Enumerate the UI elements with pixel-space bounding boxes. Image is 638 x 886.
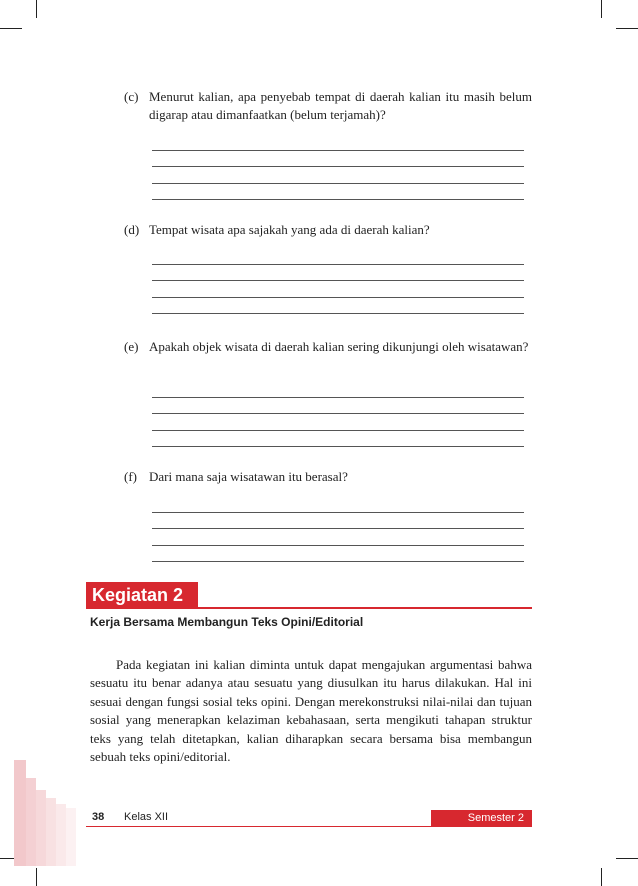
answer-line[interactable] — [152, 184, 524, 201]
answer-line[interactable] — [152, 265, 524, 282]
crop-mark — [0, 28, 22, 29]
question-label: (e) — [124, 339, 139, 354]
crop-mark — [616, 858, 638, 859]
question-text: Tempat wisata apa sajakah yang ada di daerah kalian? — [149, 222, 430, 237]
answer-line[interactable] — [152, 298, 524, 315]
answer-line[interactable] — [152, 529, 524, 546]
answer-line[interactable] — [152, 398, 524, 415]
question-label: (f) — [124, 469, 137, 484]
decorative-bar — [14, 760, 26, 866]
footer-rule — [86, 826, 532, 827]
answer-line[interactable] — [152, 134, 524, 151]
answer-lines-c[interactable] — [152, 134, 524, 200]
decorative-bar — [66, 808, 76, 866]
footer-semester: Semester 2 — [431, 810, 532, 826]
footer-class: Kelas XII — [124, 811, 169, 823]
answer-lines-e[interactable] — [152, 381, 524, 447]
answer-line[interactable] — [152, 167, 524, 184]
answer-line[interactable] — [152, 281, 524, 298]
decorative-bar — [36, 790, 46, 866]
answer-line[interactable] — [152, 151, 524, 168]
answer-line[interactable] — [152, 381, 524, 398]
page-number: 38 — [92, 811, 105, 823]
answer-line[interactable] — [152, 431, 524, 448]
crop-mark — [601, 868, 602, 886]
decorative-bar — [56, 804, 66, 866]
crop-mark — [616, 28, 638, 29]
crop-mark — [36, 0, 37, 18]
answer-line[interactable] — [152, 496, 524, 513]
answer-line[interactable] — [152, 513, 524, 530]
question-label: (d) — [124, 222, 140, 237]
answer-lines-f[interactable] — [152, 496, 524, 562]
question-text: Dari mana saja wisatawan itu berasal? — [149, 469, 348, 484]
question-d — [124, 221, 532, 239]
question-text: Apakah objek wisata di daerah kalian sering dikunjungi oleh wisatawan? — [149, 339, 529, 354]
answer-line[interactable] — [152, 414, 524, 431]
question-c — [124, 88, 532, 124]
activity-subtitle: Kerja Bersama Membangun Teks Opini/Editorial — [90, 615, 364, 629]
activity-paragraph: Pada kegiatan ini kalian diminta untuk dapat mengajukan argumentasi bahwa sesuatu itu benar adanya atau sesuatu yang diusulkan itu harus dilakukan. Hal ini sesuai dengan fungsi sosial teks opini. Dengan merekonstruksi nilai-nilai dan tujuan sosial yang menerapkan kelaziman kebahasaan, serta mengikuti tahapan struktur teks yang telah ditetapkan, kalian diharapkan secara bersama bisa membangun sebuah teks opini/editorial. — [90, 657, 532, 765]
question-f — [124, 468, 532, 486]
crop-mark — [36, 868, 37, 886]
decorative-bar — [26, 778, 36, 866]
title-rule — [86, 607, 532, 609]
answer-lines-d[interactable] — [152, 248, 524, 314]
answer-line[interactable] — [152, 248, 524, 265]
question-label: (c) — [124, 89, 139, 104]
question-e — [124, 338, 532, 356]
crop-mark — [601, 0, 602, 18]
activity-title: Kegiatan 2 — [86, 582, 198, 608]
question-text: Menurut kalian, apa penyebab tempat di daerah kalian itu masih belum digarap atau dimanfaatkan (belum terjamah)? — [149, 89, 532, 122]
answer-line[interactable] — [152, 546, 524, 563]
decorative-bar — [46, 798, 56, 866]
